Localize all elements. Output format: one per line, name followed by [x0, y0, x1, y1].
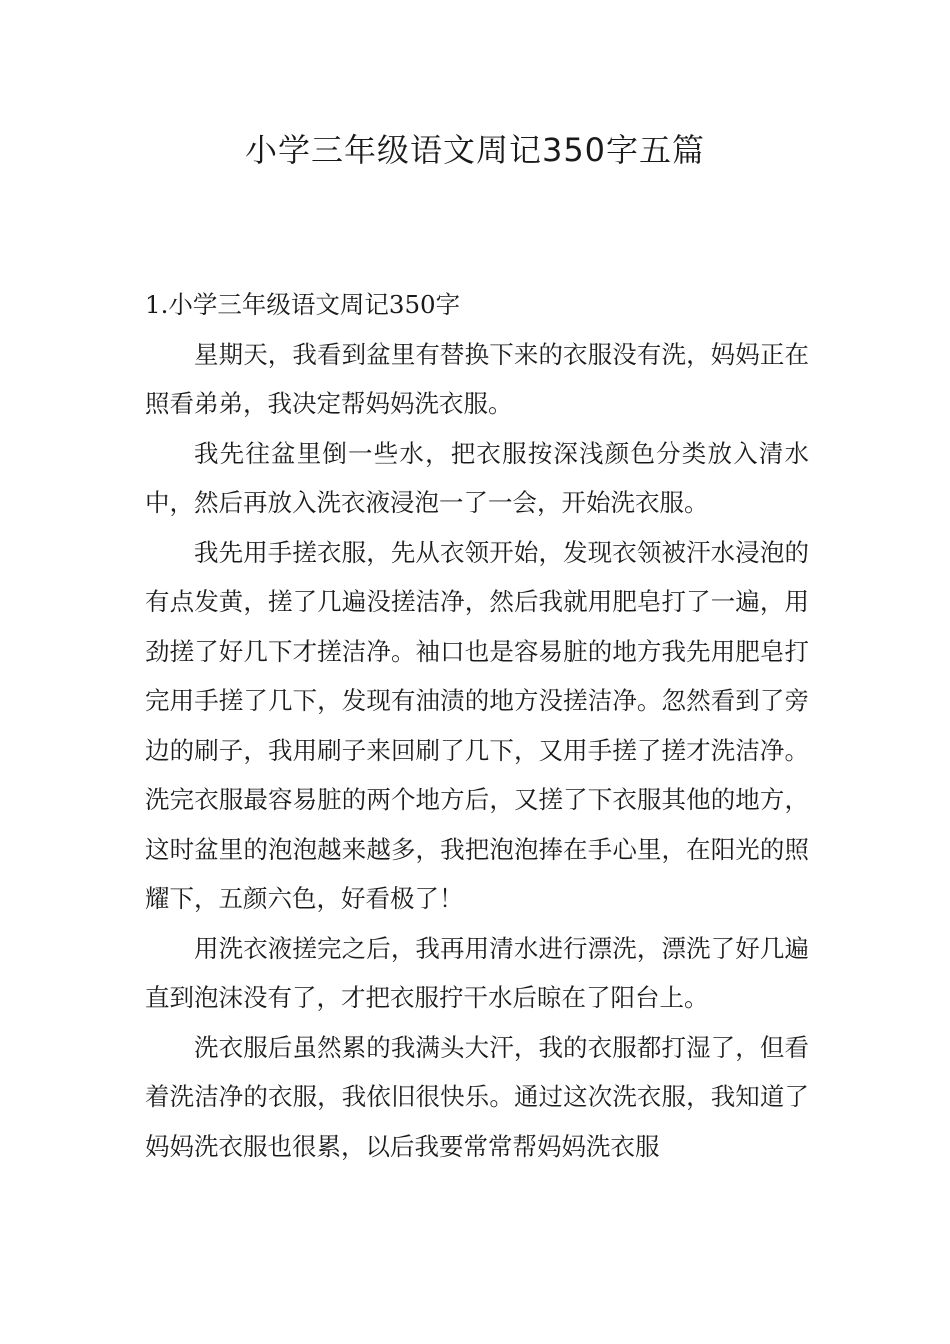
paragraph: 用洗衣液搓完之后，我再用清水进行漂洗，漂洗了好几遍直到泡沫没有了，才把衣服拧干水后晾在了阳台上。 [145, 933, 809, 1012]
paragraph: 我先往盆里倒一些水，把衣服按深浅颜色分类放入清水中，然后再放入洗衣液浸泡一了一会，开始洗衣服。 [145, 438, 809, 517]
paragraph: 洗衣服后虽然累的我满头大汗，我的衣服都打湿了，但看着洗洁净的衣服，我依旧很快乐。通过这次洗衣服，我知道了妈妈洗衣服也很累，以后我要常常帮妈妈洗衣服 [145, 1032, 809, 1161]
paragraph: 我先用手搓衣服，先从衣领开始，发现衣领被汗水浸泡的有点发黄，搓了几遍没搓洁净，然后我就用肥皂打了一遍，用劲搓了好几下才搓洁净。袖口也是容易脏的地方我先用肥皂打完用手搓了几下，发现有油渍的地方没搓洁净。忽然看到了旁边的刷子，我用刷子来回刷了几下，又用手搓了搓才洗洁净。洗完衣服最容易脏的两个地方后，又搓了下衣服其他的地方，这时盆里的泡泡越来越多，我把泡泡捧在手心里，在阳光的照耀下，五颜六色，好看极了！ [145, 537, 809, 913]
paragraph: 星期天，我看到盆里有替换下来的衣服没有洗，妈妈正在照看弟弟，我决定帮妈妈洗衣服。 [145, 339, 809, 418]
document-body [145, 280, 809, 1171]
document-title: 小学三年级语文周记350字五篇 [244, 131, 706, 169]
section-heading: 1.小学三年级语文周记350字 [145, 290, 461, 319]
